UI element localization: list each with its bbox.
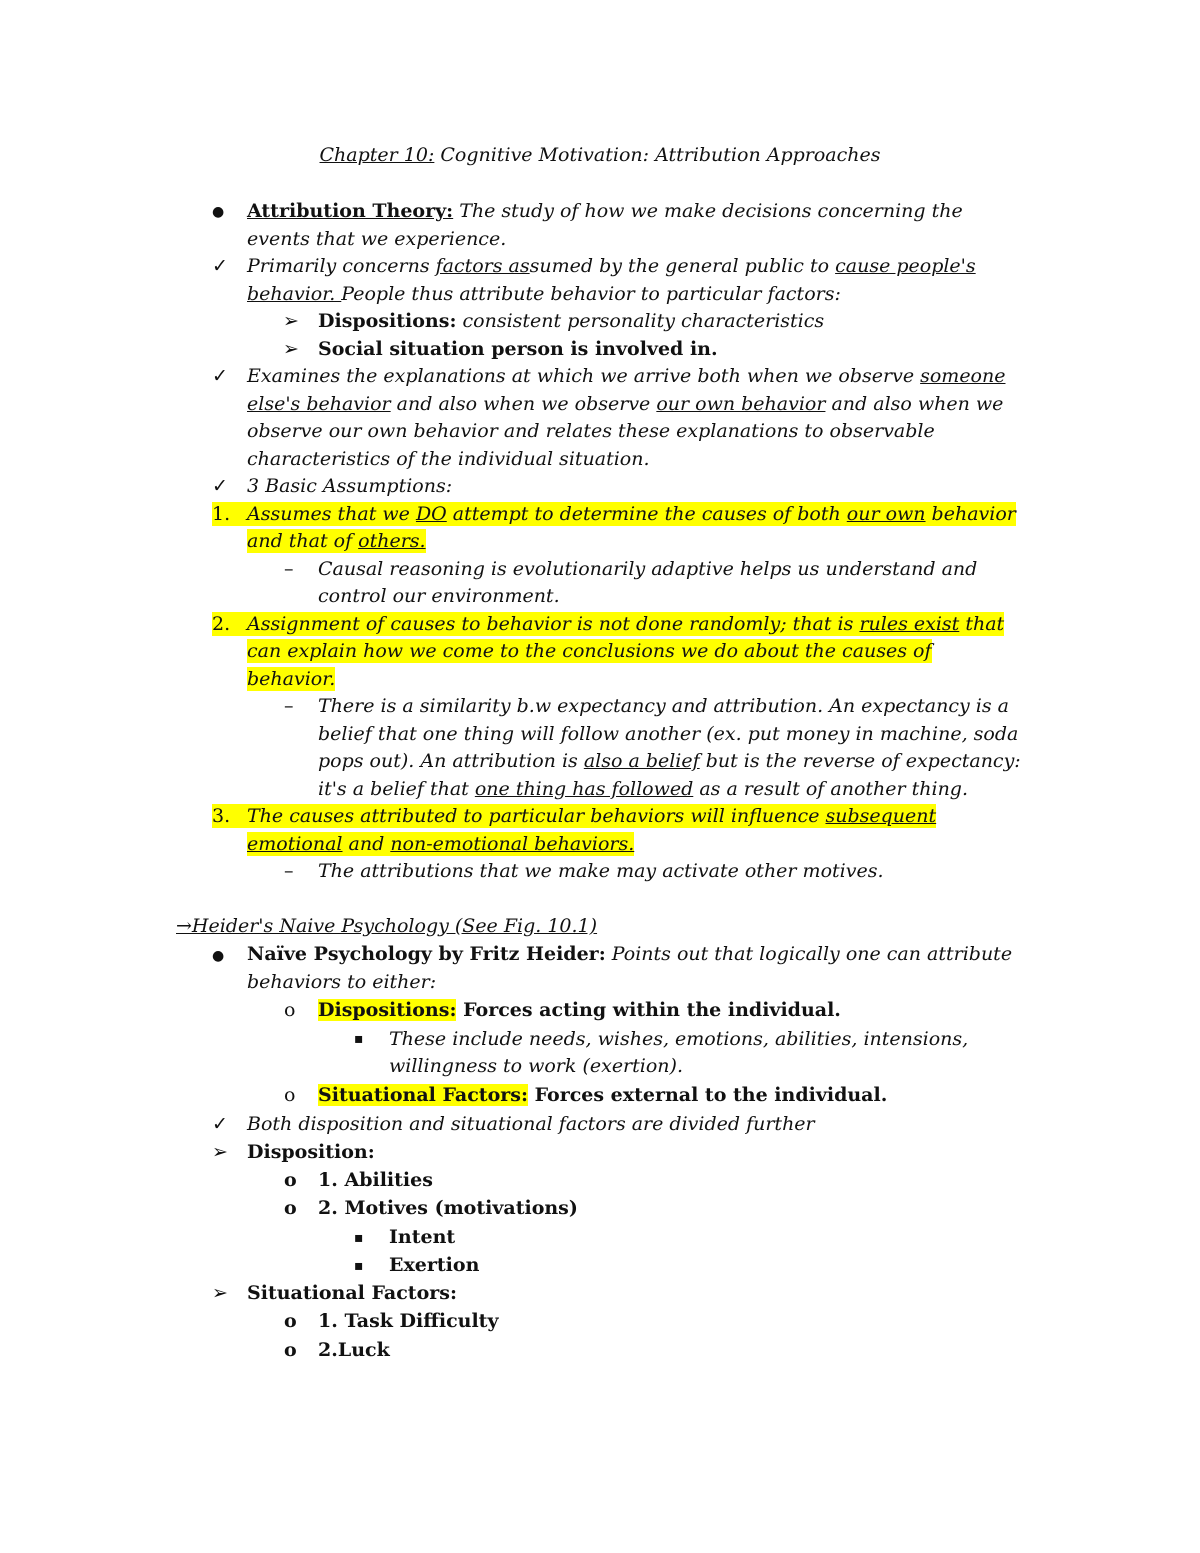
check-icon: ✓ xyxy=(212,365,228,387)
arrow-bullet-icon: ➢ xyxy=(212,1282,228,1304)
assumption-2-sub-4: it's a belief that one thing has followed as a result of another thing. xyxy=(318,778,969,800)
assumption-3-2: emotional and non-emotional behaviors. xyxy=(247,833,635,855)
check-item-concerns: Primarily concerns factors assumed by the general public to cause people's xyxy=(247,255,976,277)
title-rest: Cognitive Motivation: Attribution Approaches xyxy=(434,144,881,166)
arrow-bullet-icon: ➢ xyxy=(283,338,299,360)
number-3: 3. xyxy=(212,805,231,827)
check-icon: ✓ xyxy=(212,475,228,497)
attribution-theory-def: The study of how we make decisions concerning the xyxy=(453,200,963,222)
dispositions-forces: Dispositions: Forces acting within the individual. xyxy=(318,999,841,1021)
attribution-theory-line-2: events that we experience. xyxy=(247,228,507,250)
square-bullet-icon: ▪ xyxy=(354,1031,364,1047)
assumption-2-sub: There is a similarity b.w expectancy and attribution. An expectancy is a xyxy=(318,695,1009,717)
abilities-item: 1. Abilities xyxy=(318,1169,433,1191)
square-bullet-icon: ▪ xyxy=(354,1230,364,1246)
square-bullet-icon: ▪ xyxy=(354,1258,364,1274)
circle-bullet-icon: o xyxy=(284,1339,297,1361)
attribution-theory-label: Attribution Theory: xyxy=(247,200,454,222)
naive-psychology-item: Naïve Psychology by Fritz Heider: Points out that logically one can attribute xyxy=(247,943,1013,965)
social-situation-item: Social situation person is involved in. xyxy=(318,338,718,360)
check-item-concerns-2: behavior. People thus attribute behavior to particular factors: xyxy=(247,283,841,305)
check-item-examines-2: else's behavior and also when we observe our own behavior and also when we xyxy=(247,393,1004,415)
dispositions-item: Dispositions: consistent personality characteristics xyxy=(318,310,825,332)
dash-bullet-icon: – xyxy=(284,860,294,882)
assumption-1-2: and that of others. xyxy=(247,530,426,552)
assumption-3-sub: The attributions that we make may activate other motives. xyxy=(318,860,884,882)
dispositions-sub-2: willingness to work (exertion). xyxy=(389,1055,683,1077)
assumption-2-3: behavior. xyxy=(247,668,336,690)
situational-forces: Situational Factors: Forces external to the individual. xyxy=(318,1084,888,1106)
assumption-2-sub-3: pops out). An attribution is also a belief but is the reverse of expectancy: xyxy=(318,750,1021,772)
arrow-bullet-icon: ➢ xyxy=(212,1141,228,1163)
circle-bullet-icon: o xyxy=(284,1169,297,1191)
assumption-2-2: can explain how we come to the conclusions we do about the causes of xyxy=(247,640,932,662)
intent-item: Intent xyxy=(389,1226,456,1248)
heider-heading: →Heider's Naive Psychology (See Fig. 10.1) xyxy=(176,915,598,937)
situational-heading: Situational Factors: xyxy=(247,1282,457,1304)
assumption-2-sub-2: belief that one thing will follow another (ex. put money in machine, soda xyxy=(318,723,1019,745)
assumption-1-sub-2: control our environment. xyxy=(318,585,560,607)
exertion-item: Exertion xyxy=(389,1254,480,1276)
bullet-icon: ● xyxy=(212,948,225,964)
dash-bullet-icon: – xyxy=(284,695,294,717)
check-icon: ✓ xyxy=(212,255,228,277)
bullet-icon: ● xyxy=(212,204,225,220)
luck-item: 2.Luck xyxy=(318,1339,390,1361)
assumption-3: The causes attributed to particular behaviors will influence subsequent xyxy=(230,804,936,828)
circle-bullet-icon: o xyxy=(284,1084,296,1106)
assumption-1-sub: Causal reasoning is evolutionarily adaptive helps us understand and xyxy=(318,558,978,580)
basic-assumptions-heading: 3 Basic Assumptions: xyxy=(247,475,453,497)
motives-item: 2. Motives (motivations) xyxy=(318,1197,578,1219)
task-difficulty-item: 1. Task Difficulty xyxy=(318,1310,499,1332)
attribution-theory-line xyxy=(247,199,963,223)
disposition-heading: Disposition: xyxy=(247,1141,375,1163)
dash-bullet-icon: – xyxy=(284,558,294,580)
arrow-bullet-icon: ➢ xyxy=(283,310,299,332)
circle-bullet-icon: o xyxy=(284,1310,297,1332)
check-item-examines-4: characteristics of the individual situation. xyxy=(247,448,650,470)
title-chapter: Chapter 10: xyxy=(319,144,435,166)
number-2: 2. xyxy=(212,613,231,635)
dispositions-sub: These include needs, wishes, emotions, abilities, intensions, xyxy=(389,1028,969,1050)
page-title xyxy=(0,144,1200,166)
assumption-1: Assumes that we DO attempt to determine the causes of both our own behavior xyxy=(230,502,1016,526)
number-1: 1. xyxy=(212,503,231,525)
naive-psychology-item-2: behaviors to either: xyxy=(247,971,437,993)
check-item-examines: Examines the explanations at which we arrive both when we observe someone xyxy=(247,365,1006,387)
circle-bullet-icon: o xyxy=(284,999,296,1021)
circle-bullet-icon: o xyxy=(284,1197,297,1219)
check-icon: ✓ xyxy=(212,1113,228,1135)
check-item-examines-3: observe our own behavior and relates these explanations to observable xyxy=(247,420,935,442)
assumption-2: Assignment of causes to behavior is not done randomly; that is rules exist that xyxy=(230,612,1004,636)
both-divided-item: Both disposition and situational factors are divided further xyxy=(247,1113,815,1135)
